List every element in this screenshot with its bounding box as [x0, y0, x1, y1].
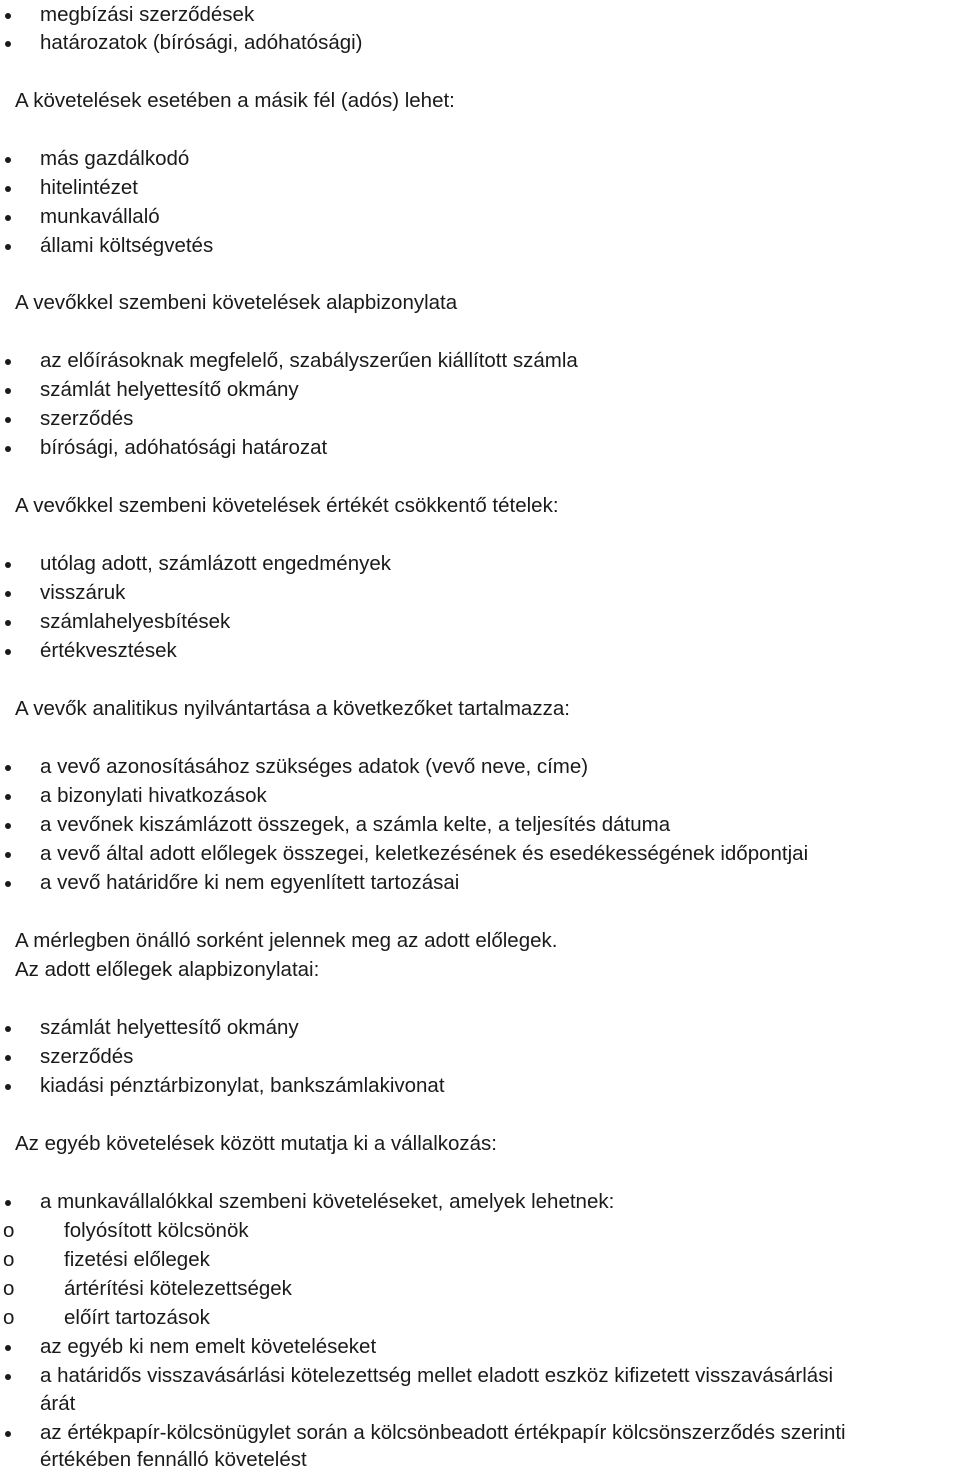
- bullet-icon: [5, 1431, 11, 1437]
- list-item: szerződés: [0, 404, 960, 433]
- bullet-icon: [5, 359, 11, 365]
- list-item: a vevőnek kiszámlázott összegek, a számla kelte, a teljesítés dátuma: [0, 810, 960, 839]
- bullet-icon: [5, 649, 11, 655]
- list-item-continuation: értékében fennálló követelést: [40, 1448, 307, 1471]
- circle-bullet-icon: o: [3, 1219, 15, 1242]
- bullet-icon: [5, 794, 11, 800]
- list-item-continuation: árát: [40, 1392, 76, 1415]
- bullet-icon: [5, 881, 11, 887]
- list-item: munkavállaló: [0, 202, 960, 231]
- list-item: határozatok (bírósági, adóhatósági): [0, 28, 960, 57]
- circle-bullet-icon: o: [3, 1277, 15, 1300]
- list-item: számlát helyettesítő okmány: [0, 375, 960, 404]
- paragraph: A vevők analitikus nyilvántartása a következőket tartalmazza:: [15, 697, 570, 720]
- list-item: az egyéb ki nem emelt követeléseket: [0, 1332, 960, 1361]
- paragraph: A vevőkkel szembeni követelések értékét csökkentő tételek:: [15, 494, 559, 517]
- list-item: megbízási szerződések: [0, 0, 960, 29]
- paragraph: A mérlegben önálló sorként jelennek meg az adott előlegek.: [15, 929, 558, 952]
- circle-bullet-icon: o: [3, 1306, 15, 1329]
- list-item: szerződés: [0, 1042, 960, 1071]
- list-item: más gazdálkodó: [0, 144, 960, 173]
- bullet-icon: [5, 562, 11, 568]
- bullet-icon: [5, 620, 11, 626]
- list-item: az előírásoknak megfelelő, szabályszerűen kiállított számla: [0, 346, 960, 375]
- bullet-icon: [5, 157, 11, 163]
- bullet-icon: [5, 446, 11, 452]
- bullet-icon: [5, 1055, 11, 1061]
- bullet-icon: [5, 765, 11, 771]
- list-item: a vevő határidőre ki nem egyenlített tartozásai: [0, 868, 960, 897]
- list-item: utólag adott, számlázott engedmények: [0, 549, 960, 578]
- list-item: a vevő által adott előlegek összegei, keletkezésének és esedékességének időpontjai: [0, 839, 960, 868]
- list-item: az értékpapír-kölcsönügylet során a kölcsönbeadott értékpapír kölcsönszerződés szerinti: [0, 1418, 960, 1447]
- bullet-icon: [5, 186, 11, 192]
- paragraph: Az adott előlegek alapbizonylatai:: [15, 958, 320, 981]
- list-item: a határidős visszavásárlási kötelezettség mellet eladott eszköz kifizetett visszavásárlási: [0, 1361, 960, 1390]
- sub-list-item: o ártérítési kötelezettségek: [0, 1274, 960, 1303]
- bullet-icon: [5, 1200, 11, 1206]
- list-item: hitelintézet: [0, 173, 960, 202]
- bullet-icon: [5, 1026, 11, 1032]
- list-item: állami költségvetés: [0, 231, 960, 260]
- list-item: kiadási pénztárbizonylat, bankszámlakivonat: [0, 1071, 960, 1100]
- paragraph: A vevőkkel szembeni követelések alapbizonylata: [15, 291, 458, 314]
- paragraph: Az egyéb követelések között mutatja ki a vállalkozás:: [15, 1132, 497, 1155]
- bullet-icon: [5, 417, 11, 423]
- bullet-icon: [5, 852, 11, 858]
- list-item: számlát helyettesítő okmány: [0, 1013, 960, 1042]
- bullet-icon: [5, 41, 11, 47]
- paragraph: A követelések esetében a másik fél (adós) lehet:: [15, 89, 455, 112]
- list-item: visszáruk: [0, 578, 960, 607]
- bullet-icon: [5, 13, 11, 19]
- sub-list-item: o fizetési előlegek: [0, 1245, 960, 1274]
- bullet-icon: [5, 823, 11, 829]
- bullet-icon: [5, 215, 11, 221]
- list-item: a vevő azonosításához szükséges adatok (vevő neve, címe): [0, 752, 960, 781]
- bullet-icon: [5, 1345, 11, 1351]
- sub-list-item: o folyósított kölcsönök: [0, 1216, 960, 1245]
- list-item: a munkavállalókkal szembeni követeléseket, amelyek lehetnek:: [0, 1187, 960, 1216]
- bullet-icon: [5, 388, 11, 394]
- list-item: számlahelyesbítések: [0, 607, 960, 636]
- bullet-icon: [5, 591, 11, 597]
- bullet-icon: [5, 244, 11, 250]
- bullet-icon: [5, 1084, 11, 1090]
- list-item: bírósági, adóhatósági határozat: [0, 433, 960, 462]
- sub-list-item: o előírt tartozások: [0, 1303, 960, 1332]
- circle-bullet-icon: o: [3, 1248, 15, 1271]
- bullet-icon: [5, 1374, 11, 1380]
- list-item: értékvesztések: [0, 636, 960, 665]
- list-item: a bizonylati hivatkozások: [0, 781, 960, 810]
